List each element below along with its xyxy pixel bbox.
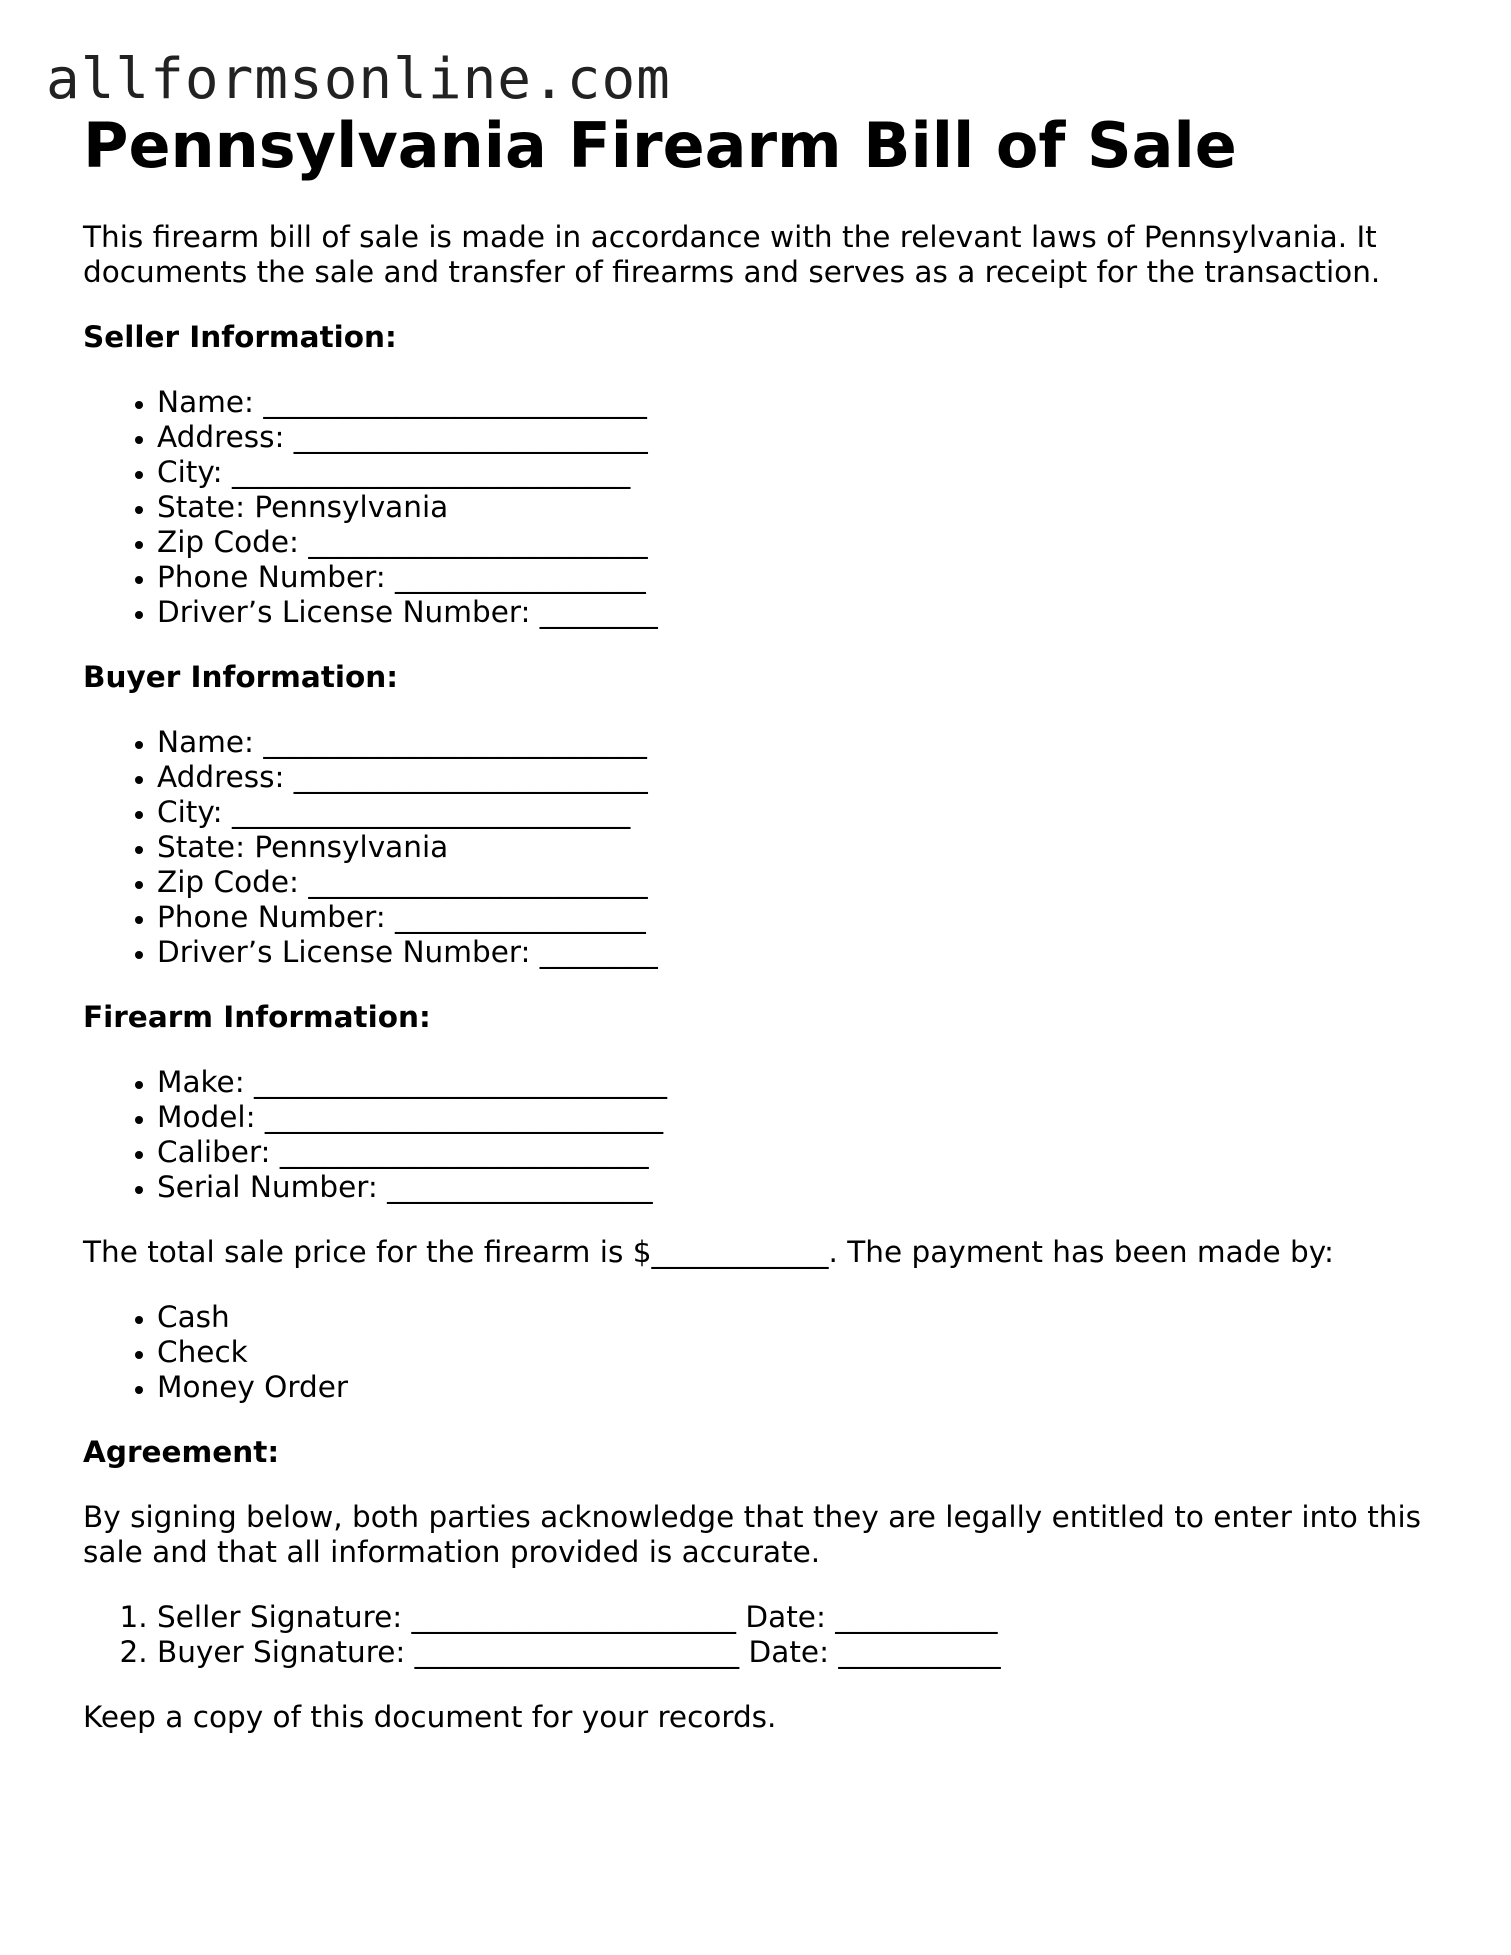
buyer-city-field[interactable]: • City: ___________________________ — [157, 795, 1423, 830]
buyer-zip-field[interactable]: • Zip Code: _______________________ — [157, 865, 1423, 900]
buyer-state-field: • State: Pennsylvania — [157, 830, 1423, 865]
watermark-logo: allformsonline.com — [46, 47, 671, 112]
firearm-serial-field[interactable]: • Serial Number: __________________ — [157, 1170, 1423, 1205]
document-title: Pennsylvania Firearm Bill of Sale — [83, 109, 1237, 182]
signature-list — [83, 1600, 1423, 1670]
buyer-heading: Buyer Information: — [83, 660, 399, 694]
payment-methods-list — [83, 1300, 1423, 1405]
seller-city-field[interactable]: • City: ___________________________ — [157, 455, 1423, 490]
seller-signature-line[interactable]: 1. Seller Signature: ______________________ Date: ___________ — [157, 1600, 1423, 1635]
firearm-model-field[interactable]: • Model: ___________________________ — [157, 1100, 1423, 1135]
payment-method-check[interactable]: • Check — [157, 1335, 1423, 1370]
payment-method-cash[interactable]: • Cash — [157, 1300, 1423, 1335]
buyer-list — [83, 725, 1423, 970]
buyer-signature-line[interactable]: 2. Buyer Signature: ______________________ Date: ___________ — [157, 1635, 1423, 1670]
seller-zip-field[interactable]: • Zip Code: _______________________ — [157, 525, 1423, 560]
payment-method-money-order[interactable]: • Money Order — [157, 1370, 1423, 1405]
agreement-text: By signing below, both parties acknowledge that they are legally entitled to enter into this sale and that all information provided is accurate. — [83, 1500, 1422, 1569]
firearm-list — [83, 1065, 1423, 1205]
firearm-make-field[interactable]: • Make: ____________________________ — [157, 1065, 1423, 1100]
seller-list — [83, 385, 1423, 630]
agreement-heading: Agreement: — [83, 1435, 280, 1469]
seller-name-field[interactable]: • Name: __________________________ — [157, 385, 1423, 420]
seller-address-field[interactable]: • Address: ________________________ — [157, 420, 1423, 455]
firearm-heading: Firearm Information: — [83, 1000, 431, 1034]
firearm-caliber-field[interactable]: • Caliber: _________________________ — [157, 1135, 1423, 1170]
sale-price-text[interactable]: The total sale price for the firearm is $____________. The payment has been made by: — [83, 1235, 1334, 1269]
seller-phone-field[interactable]: • Phone Number: _________________ — [157, 560, 1423, 595]
intro-paragraph: This firearm bill of sale is made in accordance with the relevant laws of Pennsylvania. It documents the sale and transfer of firearms and serves as a receipt for the transaction. — [83, 220, 1381, 289]
seller-heading: Seller Information: — [83, 320, 397, 354]
buyer-license-field[interactable]: • Driver’s License Number: ________ — [157, 935, 1423, 970]
seller-license-field[interactable]: • Driver’s License Number: ________ — [157, 595, 1423, 630]
footer-note: Keep a copy of this document for your records. — [83, 1700, 777, 1734]
buyer-address-field[interactable]: • Address: ________________________ — [157, 760, 1423, 795]
buyer-name-field[interactable]: • Name: __________________________ — [157, 725, 1423, 760]
document-page — [83, 110, 1423, 1735]
buyer-phone-field[interactable]: • Phone Number: _________________ — [157, 900, 1423, 935]
seller-state-field: • State: Pennsylvania — [157, 490, 1423, 525]
